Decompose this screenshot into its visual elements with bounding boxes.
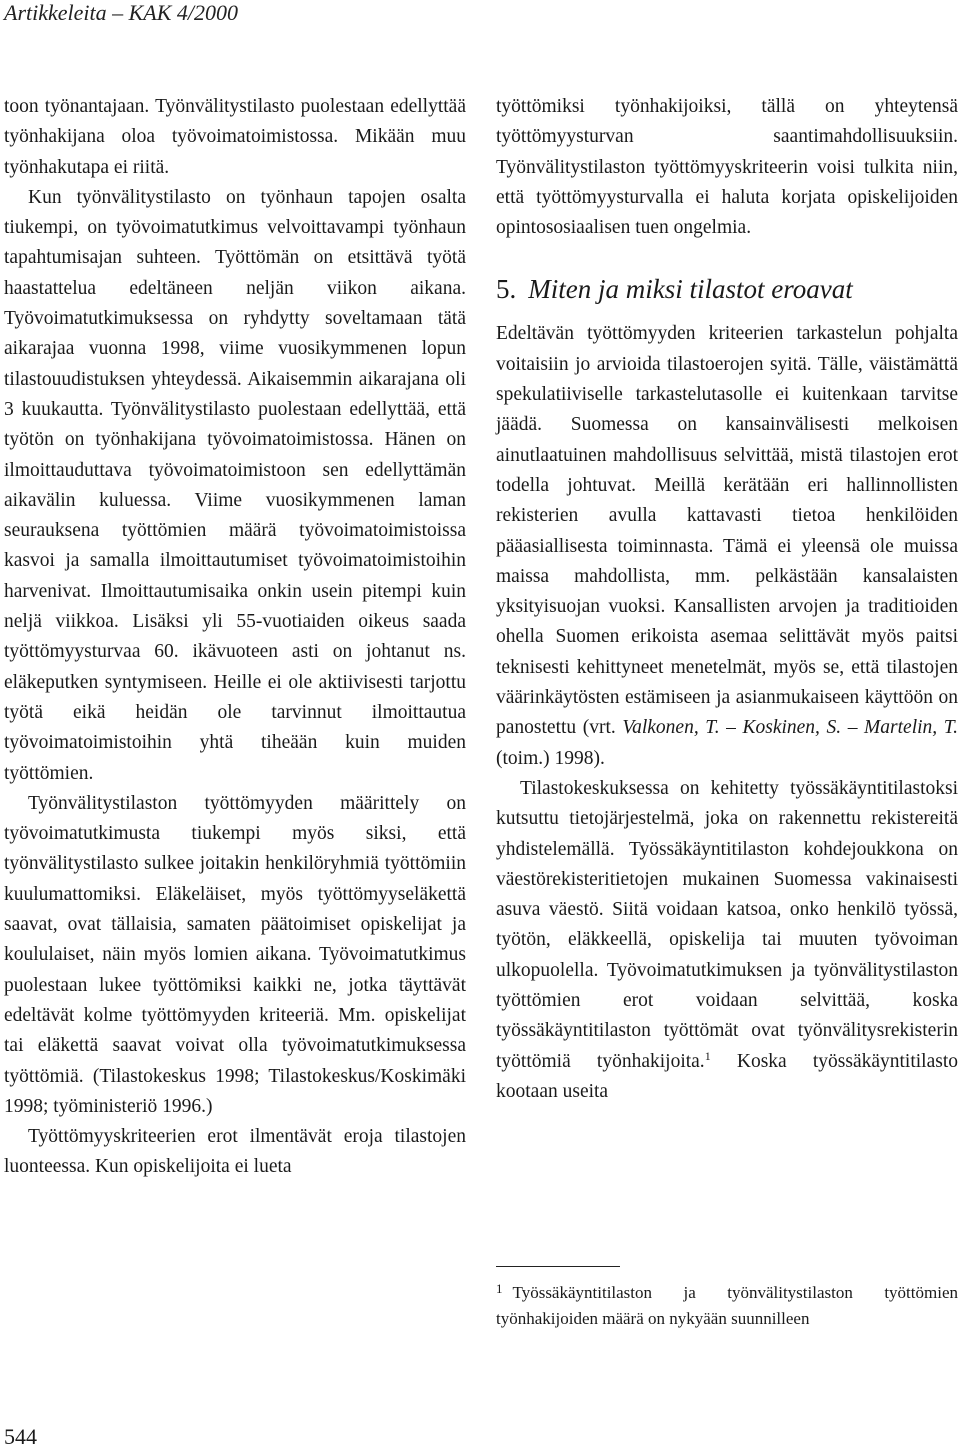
- left-column: [4, 92, 466, 1183]
- section-title: Miten ja miksi tilastot eroavat: [528, 274, 853, 305]
- citation-authors: Valkonen, T. – Koskinen, S. – Martelin, T.: [622, 717, 959, 739]
- right-paragraph-3-text: Tilastokeskuksessa on kehitetty työssäkäyntitilastoksi kutsuttu tietojärjestelmä, joka on rakennettu rekistereitä yhdistelemällä. Työssäkäyntitilaston kohdejoukkona on väestörekisteritietojen mukainen Suomessa vakinaisesti asuva väestö. Siitä voidaan katsoa, onko henkilö työssä, työtön, eläkkeellä, opiskelija tai muuten työvoiman ulkopuolella. Työvoimatutkimuksen ja työnvälitystilaston työttömien erot voidaan selvittää, koska työssäkäyntitilaston työttömät ovat työnvälitysrekisterin työttömiä työnhakijoita.: [496, 777, 958, 1072]
- section-heading: [496, 273, 958, 305]
- page-number: 544: [4, 1424, 37, 1449]
- citation-tail: (toim.) 1998).: [496, 747, 605, 769]
- right-paragraph-2: [496, 319, 958, 773]
- left-paragraph-4: Työttömyyskriteerien erot ilmentävät eroja tilastojen luonteessa. Kun opiskelijoita ei lueta: [4, 1126, 466, 1178]
- left-paragraph-2: Kun työnvälitystilasto on työnhaun tapojen osalta tiukempi, on työvoimatutkimus velvoittavampi työnhaun tapahtumisajan suhteen. Työttömän on etsittävä työtä haastattelua edeltäneen neljän viikon aikana. Työvoimatutkimuksessa on ryhdytty soveltamaan tätä aikarajaa vuonna 1998, viime vuosikymmenen lopun tilastouudistuksen yhteydessä. Aikaisemmin aikarajana oli 3 kuukautta. Työnvälitystilasto puolestaan edellyttää, että työtön on työnhakijana työvoimatoimistossa. Hänen on ilmoittauduttava työvoimatoimistoon sen edellyttämän aikavälin kuluessa. Viime vuosikymmenen laman seurauksena työttömien määrä työvoimatoimistoissa kasvoi ja samalla ilmoittautumiset työvoimatoimistoihin harvenivat. Ilmoittautumisaika onkin usein pitempi kuin neljä viikkoa. Lisäksi yli 55-vuotiaiden oikeus saada työttömyysturvaa 60. ikävuoteen asti on johtanut ns. eläkeputken syntymiseen. Heille ei ole aktiivisesti tarjottu työtä eikä heidän ole tarvinnut ilmoittautua työvoimatoimistoihin yhtä tiheään kuin muiden työttömien.: [4, 186, 466, 784]
- left-paragraph-1: toon työnantajaan. Työnvälitystilasto puolestaan edellyttää työnhakijana oloa työvoimatoimistossa. Mikään muu työnhakutapa ei riitä.: [4, 96, 466, 178]
- footnote-reference[interactable]: 1: [704, 1048, 711, 1063]
- footnote-text: Työssäkäyntitilaston ja työnvälitystilaston työttömien työnhakijoiden määrä on nykyään suunnilleen: [496, 1283, 958, 1328]
- right-column: [496, 92, 958, 1107]
- right-paragraph-2-text: Edeltävän työttömyyden kriteerien tarkastelun pohjalta voitaisiin jo arvioida tilastoerojen syitä. Tälle, väistämättä spekulatiiviselle tarkastelutasolle ei kuitenkaan tarvitse jäädä. Suomessa on kansainvälisesti melkoisen ainutlaatuinen mahdollisuus selvittää, mistä tilastojen erot todella johtuvat. Meillä kerätään eri hallinnollisten rekisterien avulla kattavasti tietoa henkilöiden pääasiallisesta toiminnasta. Tämä ei yleensä ole muissa maissa mahdollista, mm. pelkästään kansalaisten yksityisuojan vuoksi. Kansallisten arvojen ja traditioiden ohella Suomen erikoista asemaa selittävät myös paitsi teknisesti kehittyneet menetelmät, myös se, että tilastojen väärinkäytösten estämiseen ja asianmukaiseen käyttöön on panostettu (vrt.: [496, 323, 958, 739]
- footnote-number: 1: [496, 1281, 503, 1296]
- right-paragraph-3-tail: Koska työssäkäyntitilasto kootaan useita: [496, 1050, 959, 1102]
- footnote: [496, 1276, 958, 1332]
- right-paragraph-3: [496, 774, 958, 1107]
- running-head: Artikkeleita – KAK 4/2000: [4, 0, 239, 25]
- right-paragraph-1: työttömiksi työnhakijoiksi, tällä on yhteytensä työttömyysturvan saantimahdollisuuksiin. Työnvälitystilaston työttömyyskriteerin voisi tulkita niin, että työttömyysturvalla ei haluta korjata opiskelijoiden opintososiaalisen tuen ongelmia.: [496, 96, 958, 239]
- section-number: 5.: [496, 274, 517, 305]
- left-paragraph-3: Työnvälitystilaston työttömyyden määrittely on työvoimatutkimusta tiukempi myös siksi, että työnvälitystilasto sulkee joitakin henkilöryhmiä työttömiin kuulumattomiksi. Eläkeläiset, myös työttömyyseläkettä saavat, ovat tällaisia, samaten päätoimiset opiskelijat ja koululaiset, näin myös lomien aikana. Työvoimatutkimus puolestaan lukee työttömiksi kaikki ne, jotka täyttävät edeltävät kolme työttömyyden kriteeriä. Mm. opiskelijat tai eläkettä saavat voivat olla työvoimatutkimuksessa työttömiä. (Tilastokeskus 1998; Tilastokeskus/Koskimäki 1998; työministeriö 1996.): [4, 792, 466, 1117]
- footnote-divider: [496, 1266, 620, 1267]
